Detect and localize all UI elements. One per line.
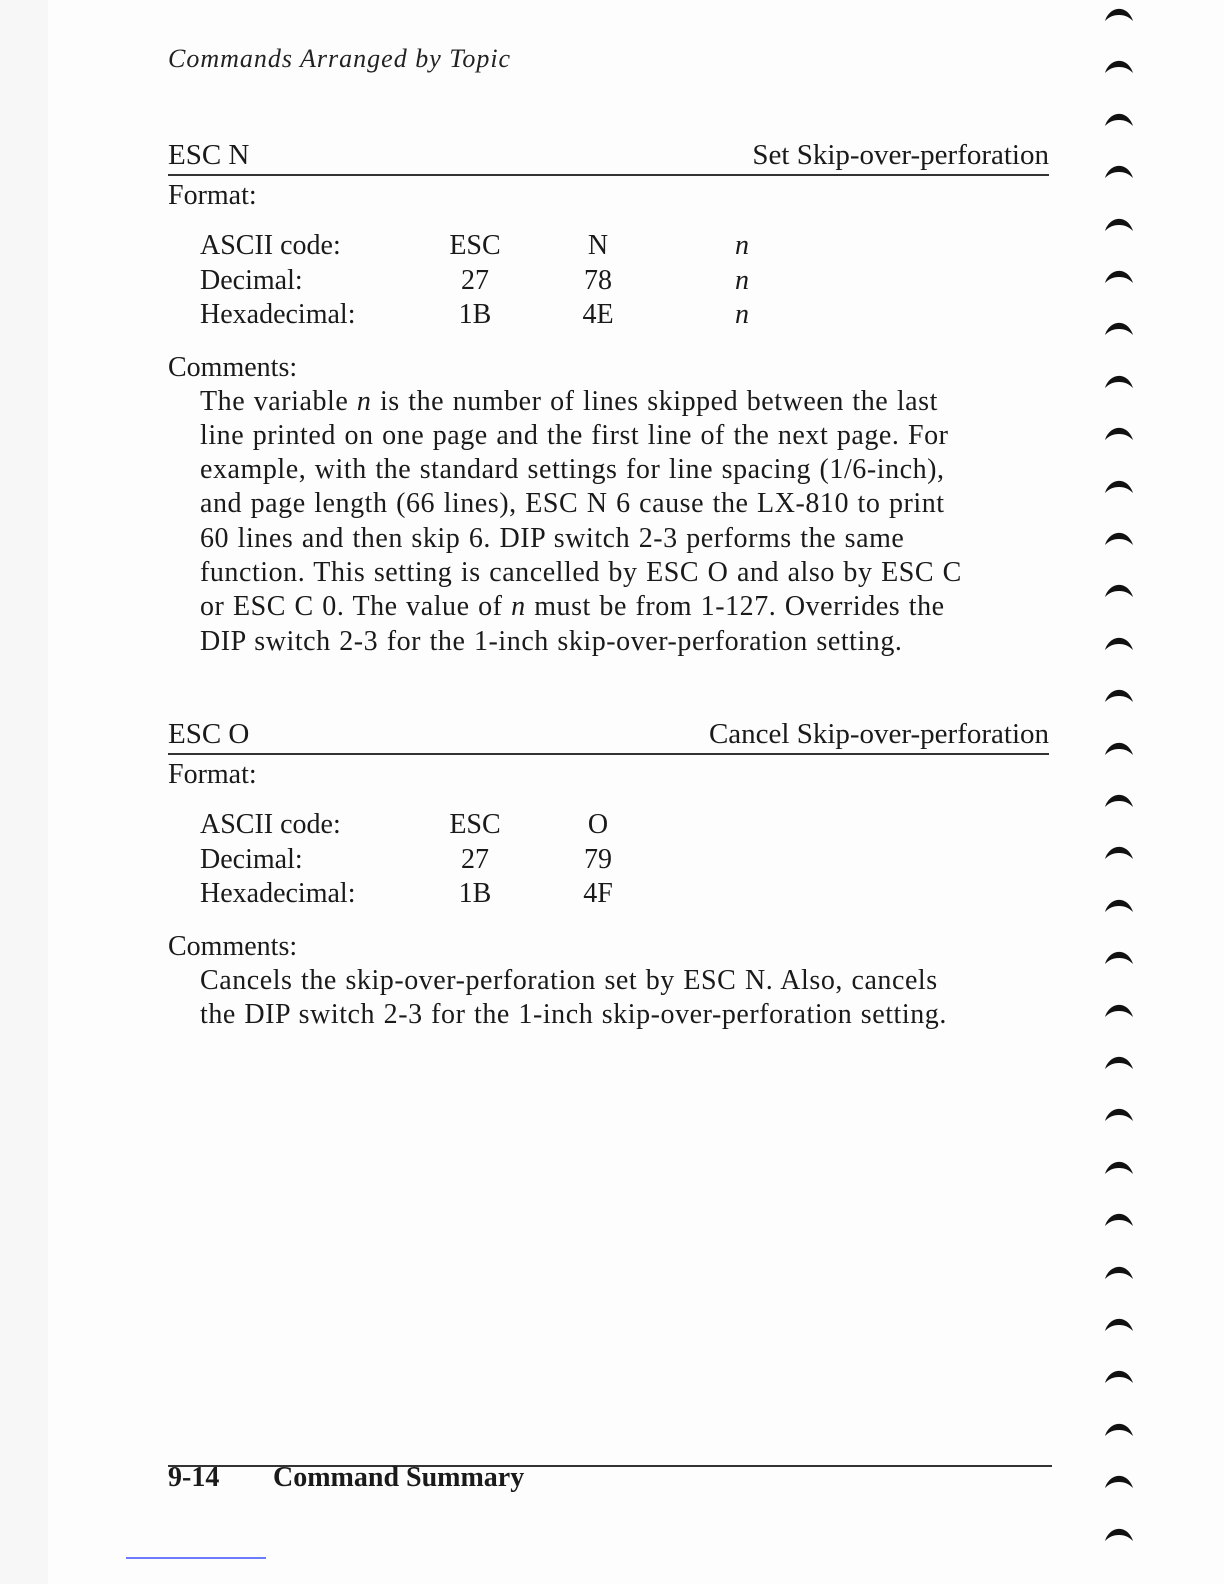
code-value: O: [587, 809, 609, 840]
code-value: 27: [461, 264, 489, 296]
command-heading: [168, 138, 1049, 176]
binding-hole: [1104, 113, 1134, 127]
code-value: n: [735, 230, 749, 261]
binding-hole: [1104, 165, 1134, 179]
page-footer: [168, 1462, 524, 1494]
binding-hole: [1104, 1423, 1134, 1437]
code-table: [200, 809, 1049, 913]
page-edge-shadow: [0, 0, 48, 1584]
binding-hole: [1104, 375, 1134, 389]
binding-hole: [1104, 689, 1134, 703]
binding-hole: [1104, 1318, 1134, 1332]
code-value: 27: [461, 843, 489, 875]
code-value: 1B: [458, 299, 492, 330]
comment-line: or ESC C 0. The value of n must be from 1-127. Overrides the: [200, 591, 945, 623]
scan-edge-mark: [126, 1557, 266, 1559]
page-number: 9-14: [168, 1462, 220, 1493]
binding-hole: [1104, 637, 1134, 651]
code-value: N: [587, 230, 609, 261]
comment-line: the DIP switch 2-3 for the 1-inch skip-over-perforation setting.: [200, 998, 947, 1030]
code-value: 4E: [582, 299, 614, 330]
comment-line: and page length (66 lines), ESC N 6 cause the LX-810 to print: [200, 488, 945, 520]
section-title: Command Summary: [273, 1462, 525, 1493]
binding-hole: [1104, 8, 1134, 22]
binding-hole: [1104, 218, 1134, 232]
comment-line: function. This setting is cancelled by ESC O and also by ESC C: [200, 556, 962, 588]
binding-hole: [1104, 480, 1134, 494]
code-row-ascii: [200, 230, 1049, 265]
comment-line: Cancels the skip-over-perforation set by ESC N. Also, cancels: [200, 964, 938, 996]
binding-hole: [1104, 322, 1134, 336]
comments-text: [200, 964, 1040, 1033]
command-code: ESC N: [168, 139, 250, 171]
comments-label: Comments:: [168, 351, 298, 383]
comments-label: Comments:: [168, 930, 298, 962]
running-head: Commands Arranged by Topic: [168, 44, 512, 73]
binding-hole: [1104, 60, 1134, 74]
binding-hole: [1104, 951, 1134, 965]
row-label: Decimal:: [200, 264, 303, 296]
command-entry-esc-o: [168, 717, 1049, 1032]
code-value: n: [735, 299, 749, 330]
code-row-decimal: [200, 844, 1049, 879]
binding-hole: [1104, 846, 1134, 860]
binding-hole: [1104, 1370, 1134, 1384]
comment-line: The variable n is the number of lines skipped between the last: [200, 385, 938, 417]
row-label: ASCII code:: [200, 809, 341, 840]
comment-line: 60 lines and then skip 6. DIP switch 2-3 performs the same: [200, 522, 905, 554]
code-value: 1B: [458, 878, 492, 909]
code-value: n: [735, 264, 749, 296]
command-title: Cancel Skip-over-perforation: [708, 718, 1049, 750]
binding-hole: [1104, 742, 1134, 756]
code-row-ascii: [200, 809, 1049, 844]
binding-holes-column: [1104, 0, 1144, 1584]
binding-hole: [1104, 584, 1134, 598]
row-label: Decimal:: [200, 843, 303, 875]
code-value: ESC: [449, 230, 501, 261]
binding-hole: [1104, 1213, 1134, 1227]
variable-n: n: [511, 591, 526, 623]
code-table: [200, 230, 1049, 334]
comment-line: example, with the standard settings for line spacing (1/6-inch),: [200, 454, 945, 486]
row-label: ASCII code:: [200, 230, 341, 261]
comments-text: [200, 385, 1040, 659]
code-row-hex: [200, 299, 1049, 334]
code-value: 4F: [583, 878, 613, 909]
format-label: Format:: [168, 759, 257, 790]
code-value: ESC: [449, 809, 501, 840]
binding-hole: [1104, 1004, 1134, 1018]
comment-line: line printed on one page and the first line of the next page. For: [200, 419, 949, 451]
binding-hole: [1104, 427, 1134, 441]
row-label: Hexadecimal:: [200, 878, 356, 909]
command-heading: [168, 717, 1049, 755]
binding-hole: [1104, 1475, 1134, 1489]
binding-hole: [1104, 532, 1134, 546]
binding-hole: [1104, 1528, 1134, 1542]
command-entry-esc-n: [168, 138, 1049, 659]
code-value: 79: [584, 843, 612, 875]
format-label: Format:: [168, 180, 257, 211]
command-code: ESC O: [168, 718, 250, 750]
code-row-hex: [200, 878, 1049, 913]
row-label: Hexadecimal:: [200, 299, 356, 330]
binding-hole: [1104, 899, 1134, 913]
code-row-decimal: [200, 265, 1049, 300]
binding-hole: [1104, 1108, 1134, 1122]
code-value: 78: [584, 264, 612, 296]
command-title: Set Skip-over-perforation: [752, 139, 1049, 171]
binding-hole: [1104, 270, 1134, 284]
binding-hole: [1104, 1056, 1134, 1070]
binding-hole: [1104, 1266, 1134, 1280]
binding-hole: [1104, 1161, 1134, 1175]
comment-line: DIP switch 2-3 for the 1-inch skip-over-perforation setting.: [200, 625, 903, 657]
binding-hole: [1104, 794, 1134, 808]
variable-n: n: [356, 385, 372, 417]
